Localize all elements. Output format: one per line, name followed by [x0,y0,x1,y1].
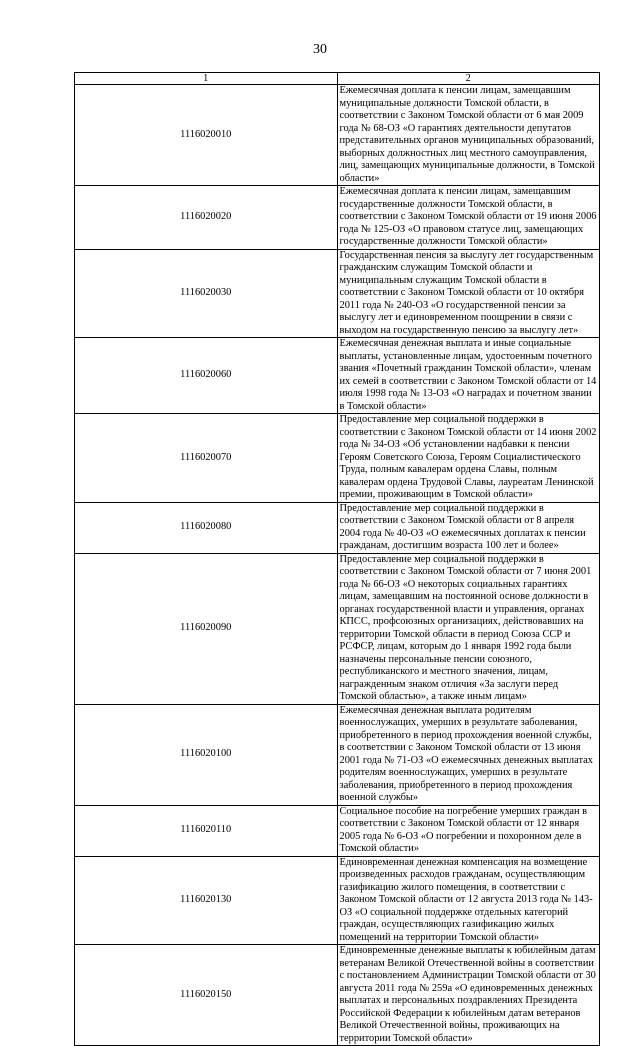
table-row [75,186,600,250]
table-row [75,856,600,945]
row-description: Предоставление мер социальной поддержки в соответствии с Законом Томской области от 7 июня 2001 года № 66-ОЗ «О некоторых социальных гарантиях лицам, замещавшим на постоянной основе должности в органах государственной власти и управления, органах КПСС, профсоюзных организациях, действовавших на территории Томской области в период Союза ССР и РСФСР, лицам, которым до 1 января 1992 года были назначены персональные пенсии союзного, республиканского и местного значения, лицам, награжденным знаком отличия «За заслуги перед Томской областью», а также иным лицам» [337,553,600,704]
row-code: 1116020080 [75,502,338,553]
row-code: 1116020020 [75,186,338,250]
row-description: Ежемесячная доплата к пенсии лицам, замещавшим муниципальные должности Томской области, в соответствии с Законом Томской области от 6 мая 2009 года № 68-ОЗ «О гарантиях деятельности депутатов представительных органов муниципальных образований, выборных должностных лиц местного самоуправления, лиц, замещающих муниципальные должности, в Томской области» [337,85,600,186]
row-code: 1116020070 [75,414,338,503]
table-row [75,805,600,856]
row-description: Единовременная денежная компенсация на возмещение произведенных расходов гражданам, осуществляющим газификацию жилого помещения, в соответствии с Законом Томской области от 12 августа 2013 года № 143-ОЗ «О социальной поддержке отдельных категорий граждан, осуществляющих газификацию жилых помещений на территории Томской области» [337,856,600,945]
row-description: Ежемесячная доплата к пенсии лицам, замещавшим государственные должности Томской области, в соответствии с Законом Томской области от 19 июня 2006 года № 125-ОЗ «О правовом статусе лиц, замещающих государственные должности Томской области» [337,186,600,250]
row-code: 1116020150 [75,945,338,1046]
table-row [75,553,600,704]
table-row [75,85,600,186]
row-code: 1116020060 [75,338,338,414]
row-code: 1116020130 [75,856,338,945]
row-description: Предоставление мер социальной поддержки в соответствии с Законом Томской области от 14 июня 2002 года № 34-ОЗ «Об установлении надбавки к пенсии Героям Советского Союза, Героям Социалистического Труда, полным кавалерам ордена Славы, полным кавалерам ордена Трудовой Славы, лауреатам Ленинской премии, проживающим в Томской области» [337,414,600,503]
row-description: Ежемесячная денежная выплата и иные социальные выплаты, установленные лицам, удостоенным почетного звания «Почетный гражданин Томской области», членам их семей в соответствии с Законом Томской области от 14 июля 1998 года № 13-ОЗ «О наградах и почетном звании в Томской области» [337,338,600,414]
table-row [75,502,600,553]
row-description: Предоставление мер социальной поддержки в соответствии с Законом Томской области от 8 апреля 2004 года № 40-ОЗ «О ежемесячных доплатах к пенсии гражданам, достигшим возраста 100 лет и более» [337,502,600,553]
table-row [75,249,600,338]
row-code: 1116020010 [75,85,338,186]
table-row [75,945,600,1046]
row-code: 1116020100 [75,704,338,805]
table-row [75,338,600,414]
row-description: Единовременные денежные выплаты к юбилейным датам ветеранам Великой Отечественной войны в соответствии с постановлением Администрации Томской области от 30 августа 2011 года № 259а «О единовременных денежных выплатах и персональных поздравлениях Президента Российской Федерации к юбилейным датам ветеранов Великой Отечественной войны, проживающих на территории Томской области» [337,945,600,1046]
row-description: Социальное пособие на погребение умерших граждан в соответствии с Законом Томской области от 12 января 2005 года № 6-ОЗ «О погребении и похоронном деле в Томской области» [337,805,600,856]
row-description: Ежемесячная денежная выплата родителям военнослужащих, умерших в результате заболевания, приобретенного в период прохождения военной службы, в соответствии с Законом Томской области от 13 июня 2001 года № 71-ОЗ «О ежемесячных денежных выплатах родителям военнослужащих, умерших в результате заболевания, приобретенного в период прохождения военной службы» [337,704,600,805]
column-header-1: 1 [75,73,338,85]
column-header-2: 2 [337,73,600,85]
row-code: 1116020090 [75,553,338,704]
row-code: 1116020030 [75,249,338,338]
table-header-row [75,73,600,85]
page-number: 30 [313,42,327,57]
table-row [75,704,600,805]
table-row [75,414,600,503]
row-code: 1116020110 [75,805,338,856]
row-description: Государственная пенсия за выслугу лет государственным гражданским служащим Томской области и муниципальным служащим Томской области в соответствии с Законом Томской области от 10 октября 2011 года № 240-ОЗ «О государственной пенсии за выслугу лет и единовременном поощрении в связи с выходом на государственную пенсию за выслугу лет» [337,249,600,338]
budget-code-table [74,72,600,1046]
